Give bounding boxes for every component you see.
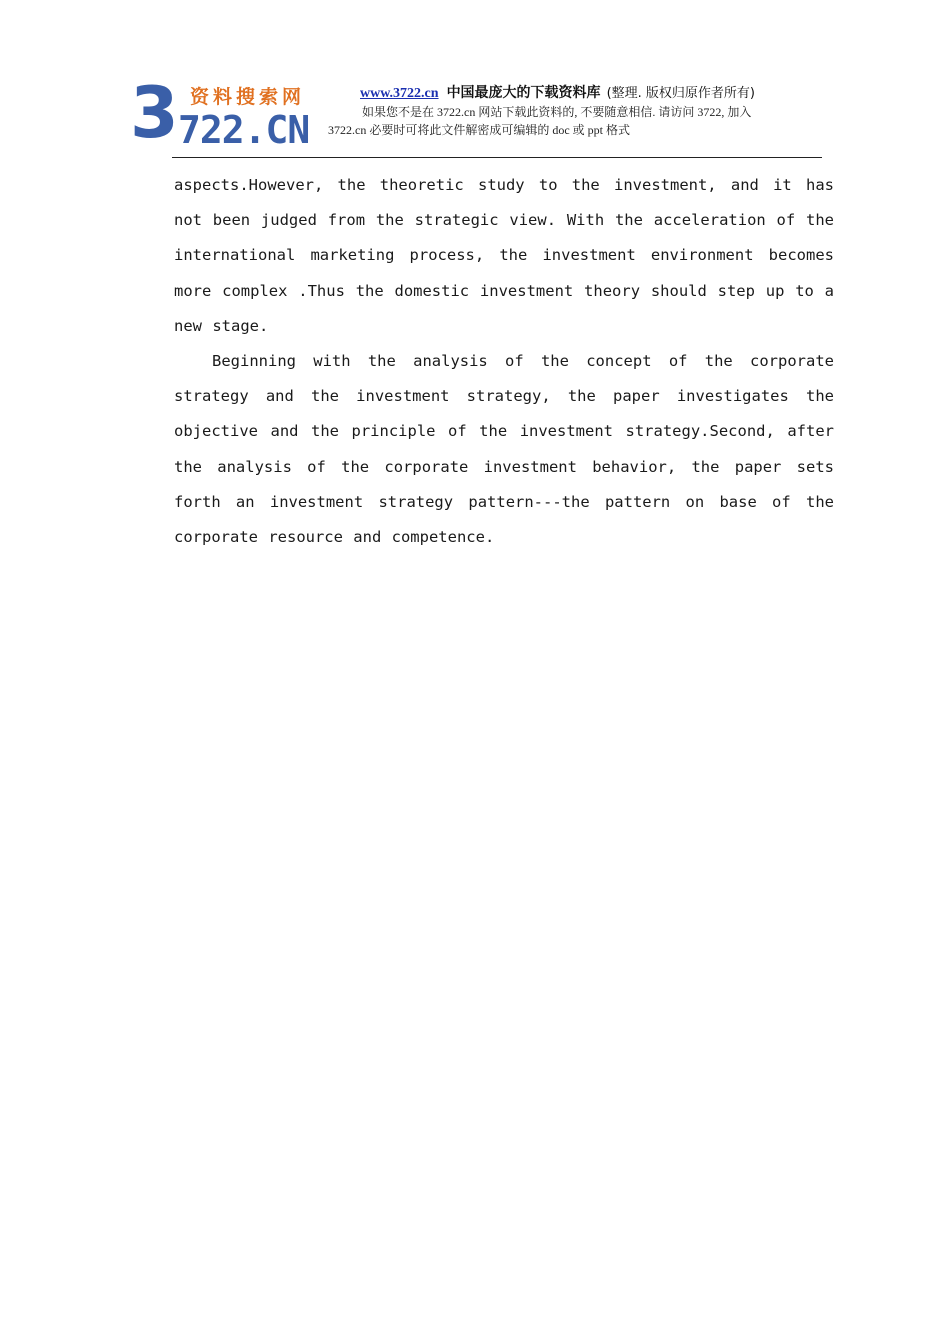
- site-link[interactable]: www.3722.cn: [360, 86, 439, 101]
- header-tagline: 中国最庞大的下载资料库: [446, 85, 601, 101]
- header-divider: [172, 157, 822, 158]
- page-header: [130, 72, 850, 154]
- header-line-1: [360, 84, 755, 103]
- copyright-note: (整理. 版权归原作者所有): [606, 86, 755, 101]
- paragraph-1: aspects.However, the theoretic study to the investment, and it has not been judged from the strategic view. With the acceleration of the international marketing process, the investment environment becomes more complex .Thus the domestic investment theory should step up to a new stage.: [174, 176, 834, 335]
- body-text: [174, 168, 834, 555]
- paragraph-2: Beginning with the analysis of the concept of the corporate strategy and the investment strategy, the paper investigates the objective and the principle of the investment strategy.Second, after the analysis of the corporate investment behavior, the paper sets forth an investment strategy pattern---the pattern on base of the corporate resource and competence.: [174, 352, 834, 547]
- logo-digit: 3: [130, 72, 177, 154]
- logo-chinese-title: 资料搜索网: [190, 86, 306, 108]
- header-line-2: 如果您不是在 3722.cn 网站下载此资料的, 不要随意相信. 请访问 3722, 加入: [362, 105, 752, 119]
- header-line-3: 3722.cn 必要时可将此文件解密成可编辑的 doc 或 ppt 格式: [328, 123, 630, 137]
- logo-site-text: 722.CN: [178, 108, 310, 152]
- site-logo: [130, 72, 320, 154]
